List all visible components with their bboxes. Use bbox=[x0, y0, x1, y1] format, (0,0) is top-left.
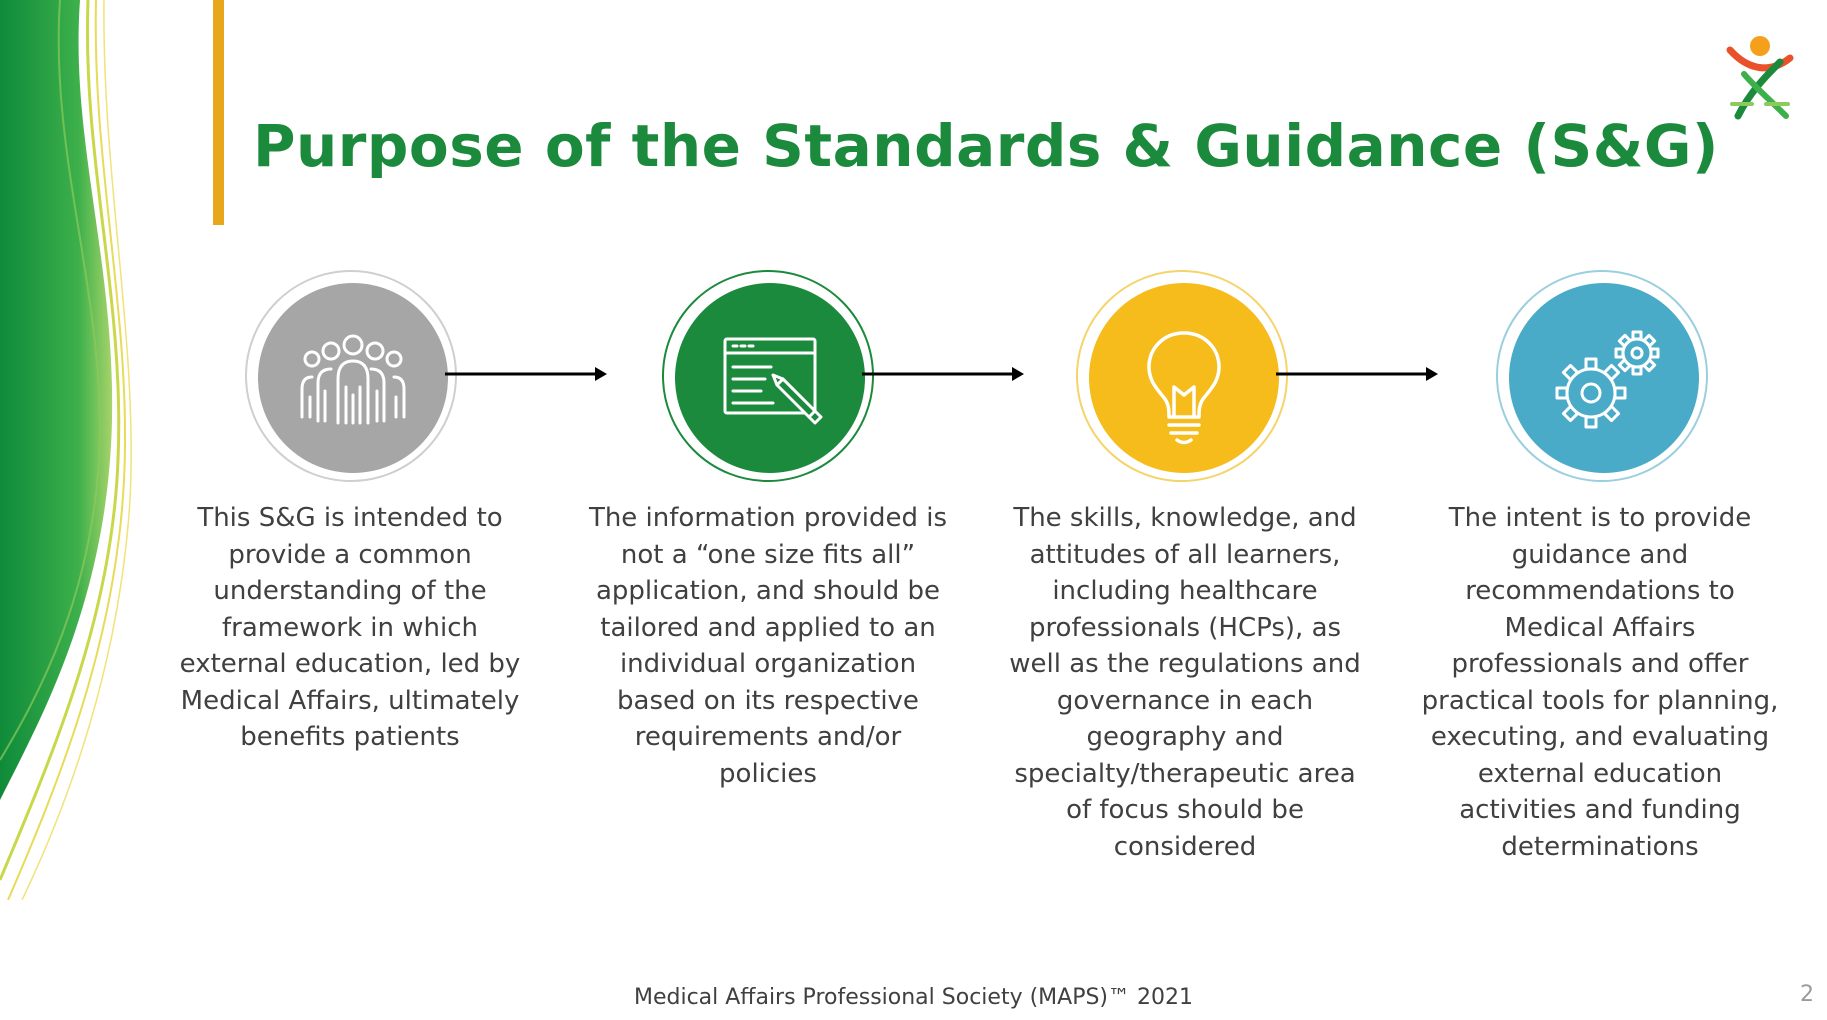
browser-edit-icon bbox=[675, 283, 865, 473]
step-3-text: The skills, knowledge, and attitudes of all learners, including healthcare professionals (HCPs), as well as the regulations and governance in each geography and specialty/therapeutic area of focus should be considered bbox=[1009, 503, 1361, 862]
step-4-text: The intent is to provide guidance and recommendations to Medical Affairs professionals and offer practical tools for planning, executing, and evaluating external education activities and funding determinations bbox=[1421, 503, 1779, 862]
people-group-icon bbox=[258, 283, 448, 473]
decorative-swoosh bbox=[0, 0, 140, 900]
maps-logo-icon bbox=[1724, 32, 1796, 122]
step-3-disc bbox=[1089, 283, 1279, 473]
arrow-3-4 bbox=[1276, 364, 1441, 384]
step-1-disc bbox=[258, 283, 448, 473]
page-number: 2 bbox=[1800, 982, 1814, 1007]
title-accent-bar bbox=[213, 0, 224, 225]
gears-icon bbox=[1509, 283, 1699, 473]
step-4-disc bbox=[1509, 283, 1699, 473]
step-2-disc bbox=[675, 283, 865, 473]
lightbulb-icon bbox=[1089, 283, 1279, 473]
step-4-circle bbox=[1496, 270, 1708, 482]
arrow-2-3 bbox=[862, 364, 1027, 384]
step-2-circle bbox=[662, 270, 874, 482]
step-3-circle bbox=[1076, 270, 1288, 482]
step-2-text: The information provided is not a “one size fits all” application, and should be tailored and applied to an individual organization based on its respective requirements and/or policies bbox=[588, 503, 948, 789]
slide-title: Purpose of the Standards & Guidance (S&G) bbox=[253, 112, 1719, 180]
step-1-text: This S&G is intended to provide a common understanding of the framework in which external education, led by Medical Affairs, ultimately benefits patients bbox=[179, 503, 521, 752]
arrow-1-2 bbox=[445, 364, 610, 384]
step-1-circle bbox=[245, 270, 457, 482]
footer-text: Medical Affairs Professional Society (MAPS)™ 2021 bbox=[633, 985, 1193, 1010]
